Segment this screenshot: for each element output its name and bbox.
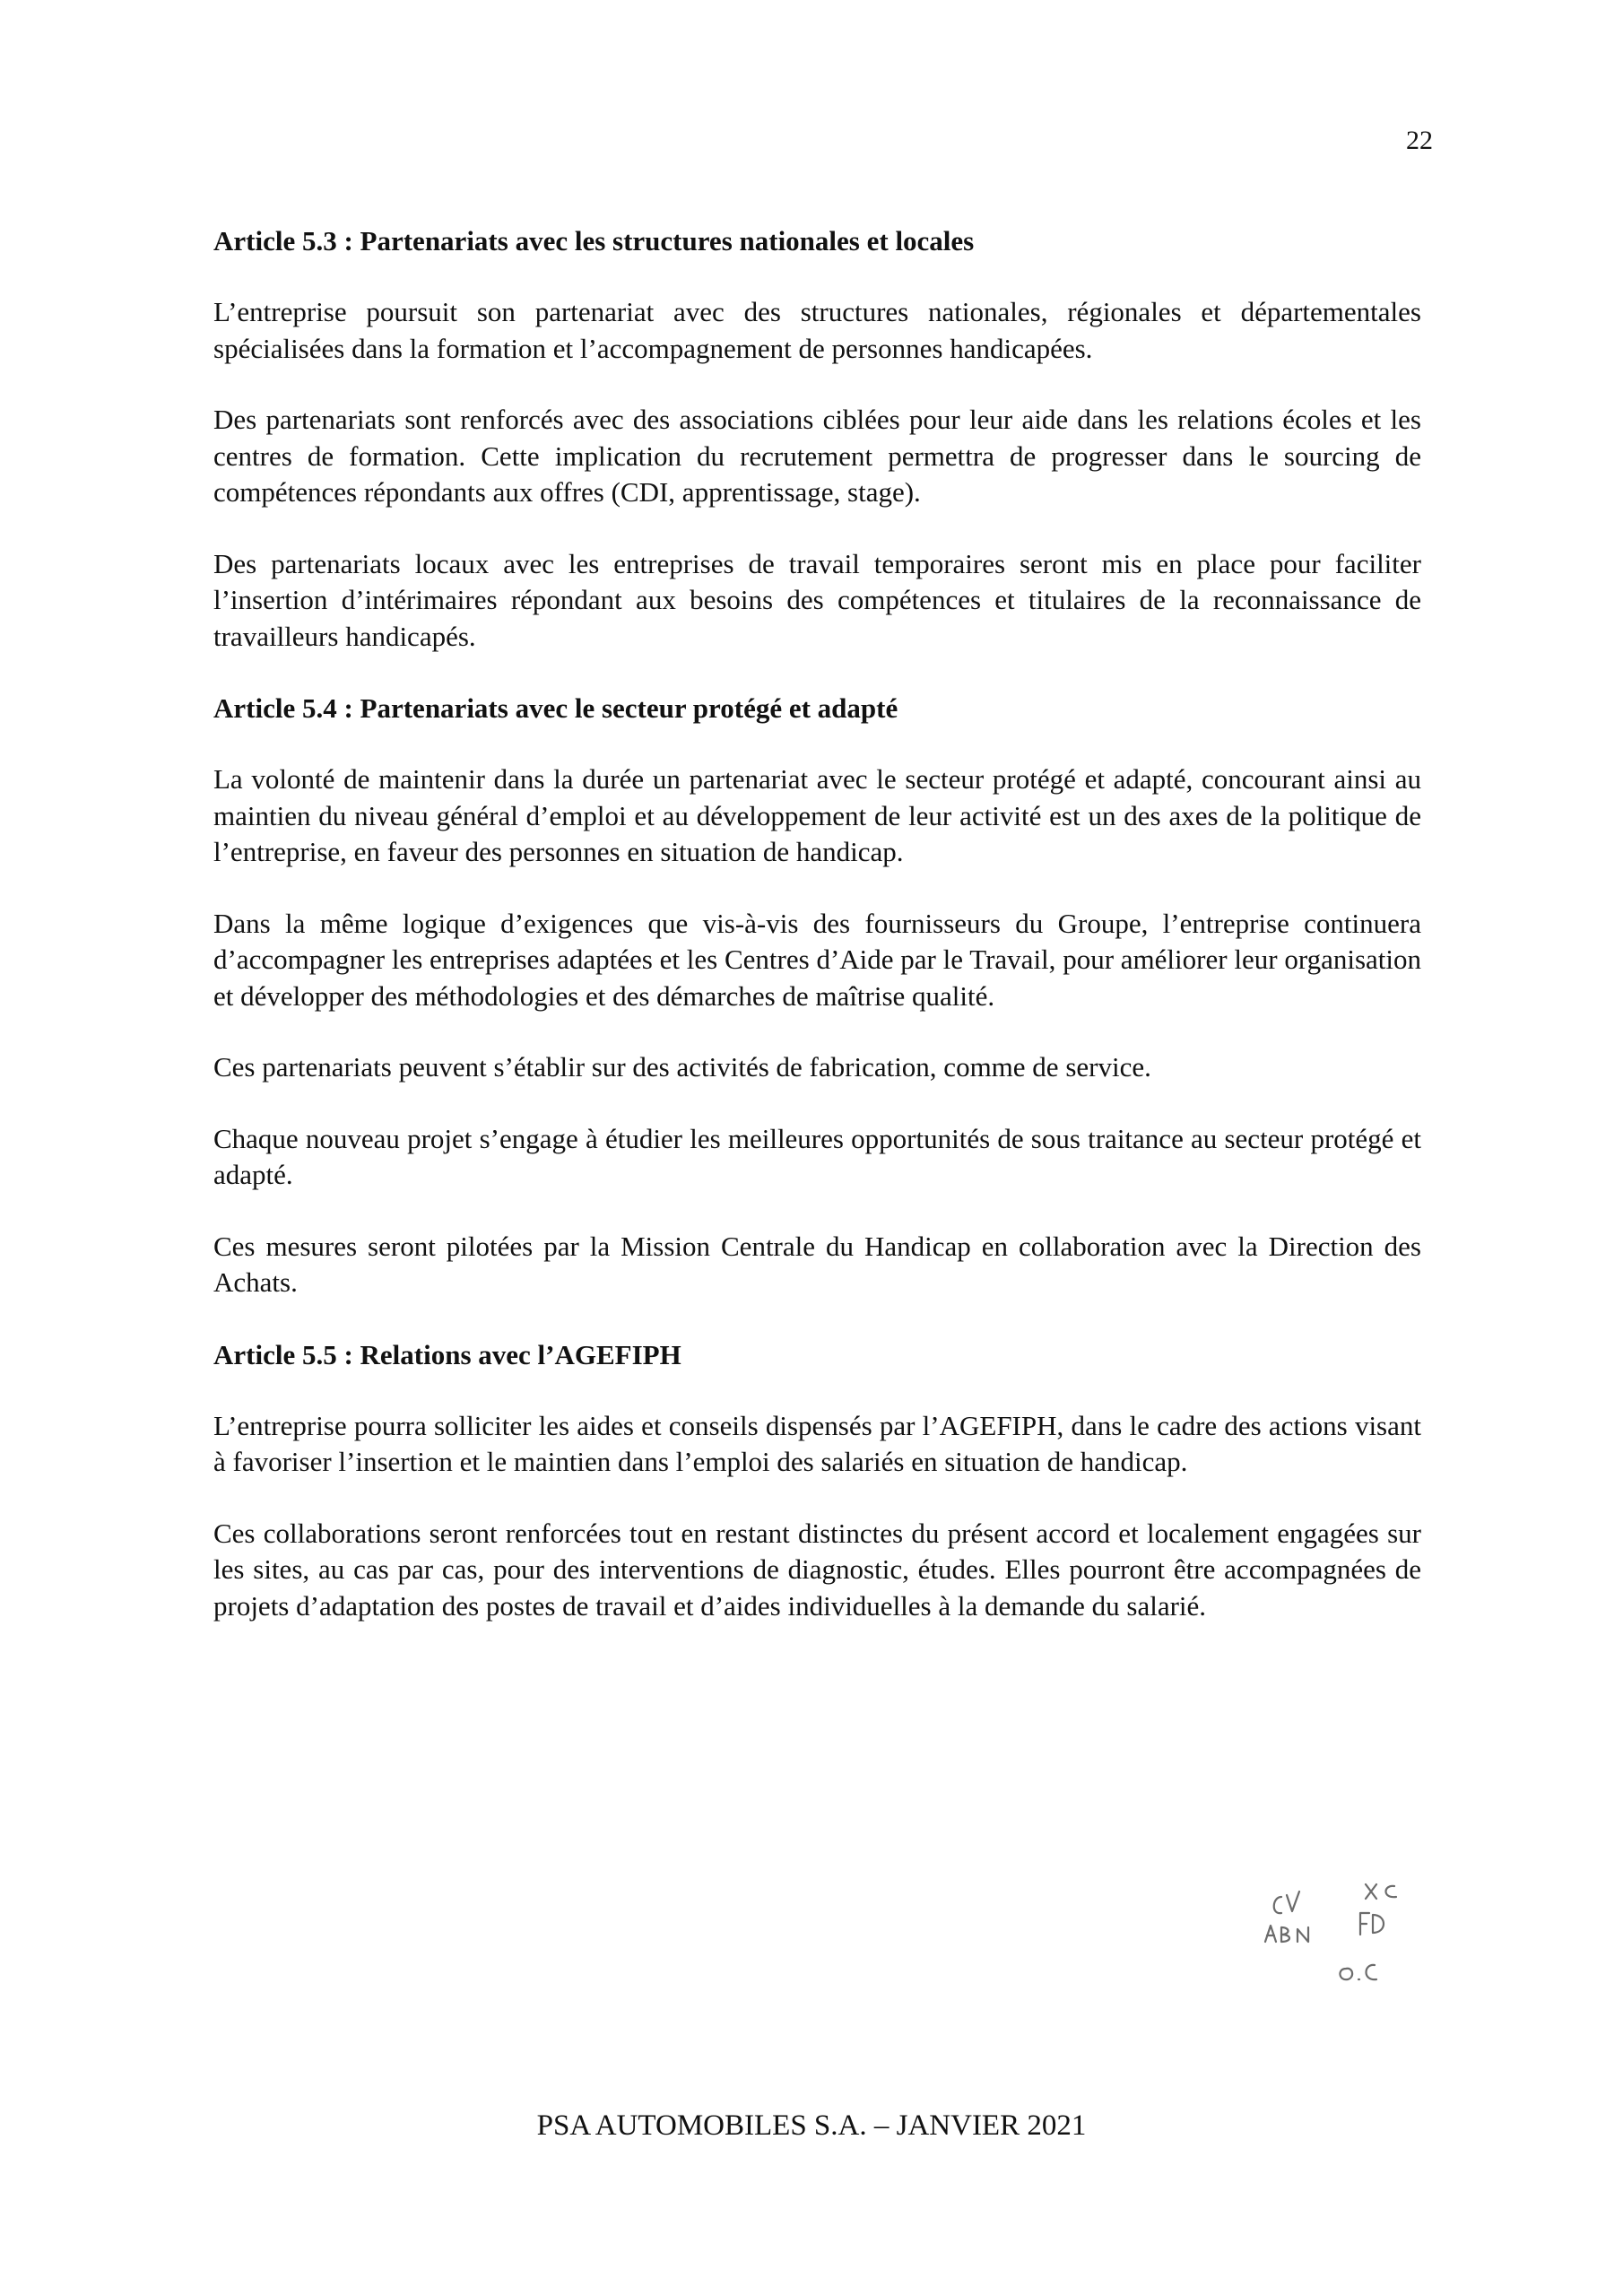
article-heading: Article 5.5 : Relations avec l’AGEFIPH bbox=[213, 1338, 681, 1370]
paragraph: L’entreprise pourra solliciter les aides et conseils dispensés par l’AGEFIPH, dans le cadre des actions visant à favoriser l’insertion et le maintien dans l’emploi des salariés en situation de handicap. bbox=[213, 1409, 1421, 1477]
paragraph: Ces partenariats peuvent s’établir sur des activités de fabrication, comme de service. bbox=[213, 1051, 1151, 1083]
paragraph: Des partenariats sont renforcés avec des associations ciblées pour leur aide dans les relations écoles et les centres de formation. Cette implication du recrutement permettra de progresser dans le sourcing de compétences répondants aux offres (CDI, apprentissage, stage). bbox=[213, 404, 1421, 508]
article-5-5 bbox=[213, 1336, 1421, 1625]
paragraph: Des partenariats locaux avec les entreprises de travail temporaires seront mis en place pour faciliter l’insertion d’intérimaires répondant aux besoins des compétences et titulaires de la reconnaissance de travailleurs handicapés. bbox=[213, 547, 1421, 652]
paragraph: La volonté de maintenir dans la durée un partenariat avec le secteur protégé et adapté, concourant ainsi au maintien du niveau général d’emploi et au développement de leur activité est un des axes de la politique de l’entreprise, en faveur des personnes en situation de handicap. bbox=[213, 763, 1421, 867]
paragraph: Ces mesures seront pilotées par la Mission Centrale du Handicap en collaboration avec la Direction des Achats. bbox=[213, 1230, 1421, 1298]
document-body bbox=[213, 222, 1421, 1659]
paragraph: L’entreprise poursuit son partenariat avec des structures nationales, régionales et départementales spécialisées dans la formation et l’accompagnement de personnes handicapées. bbox=[213, 296, 1421, 364]
article-heading: Article 5.3 : Partenariats avec les structures nationales et locales bbox=[213, 225, 975, 257]
paragraph: Chaque nouveau projet s’engage à étudier les meilleures opportunités de sous traitance au secteur protégé et adapté. bbox=[213, 1122, 1421, 1190]
paragraph: Ces collaborations seront renforcées tout en restant distinctes du présent accord et localement engagées sur les sites, au cas par cas, pour des interventions de diagnostic, études. Elles pourront être accompagnées de projets d’adaptation des postes de travail et d’aides individuelles à la demande du salarié. bbox=[213, 1517, 1421, 1622]
paragraph: Dans la même logique d’exigences que vis-à-vis des fournisseurs du Groupe, l’entreprise continuera d’accompagner les entreprises adaptées et les Centres d’Aide par le Travail, pour améliorer leur organisation et développer des méthodologies et des démarches de maîtrise qualité. bbox=[213, 907, 1421, 1012]
article-5-4 bbox=[213, 690, 1421, 1301]
article-heading: Article 5.4 : Partenariats avec le secteur protégé et adapté bbox=[213, 692, 898, 724]
article-5-3 bbox=[213, 222, 1421, 655]
handwritten-initials bbox=[1260, 1879, 1421, 1987]
page-number: 22 bbox=[1406, 126, 1433, 155]
document-footer: PSA AUTOMOBILES S.A. – JANVIER 2021 bbox=[536, 2109, 1087, 2142]
